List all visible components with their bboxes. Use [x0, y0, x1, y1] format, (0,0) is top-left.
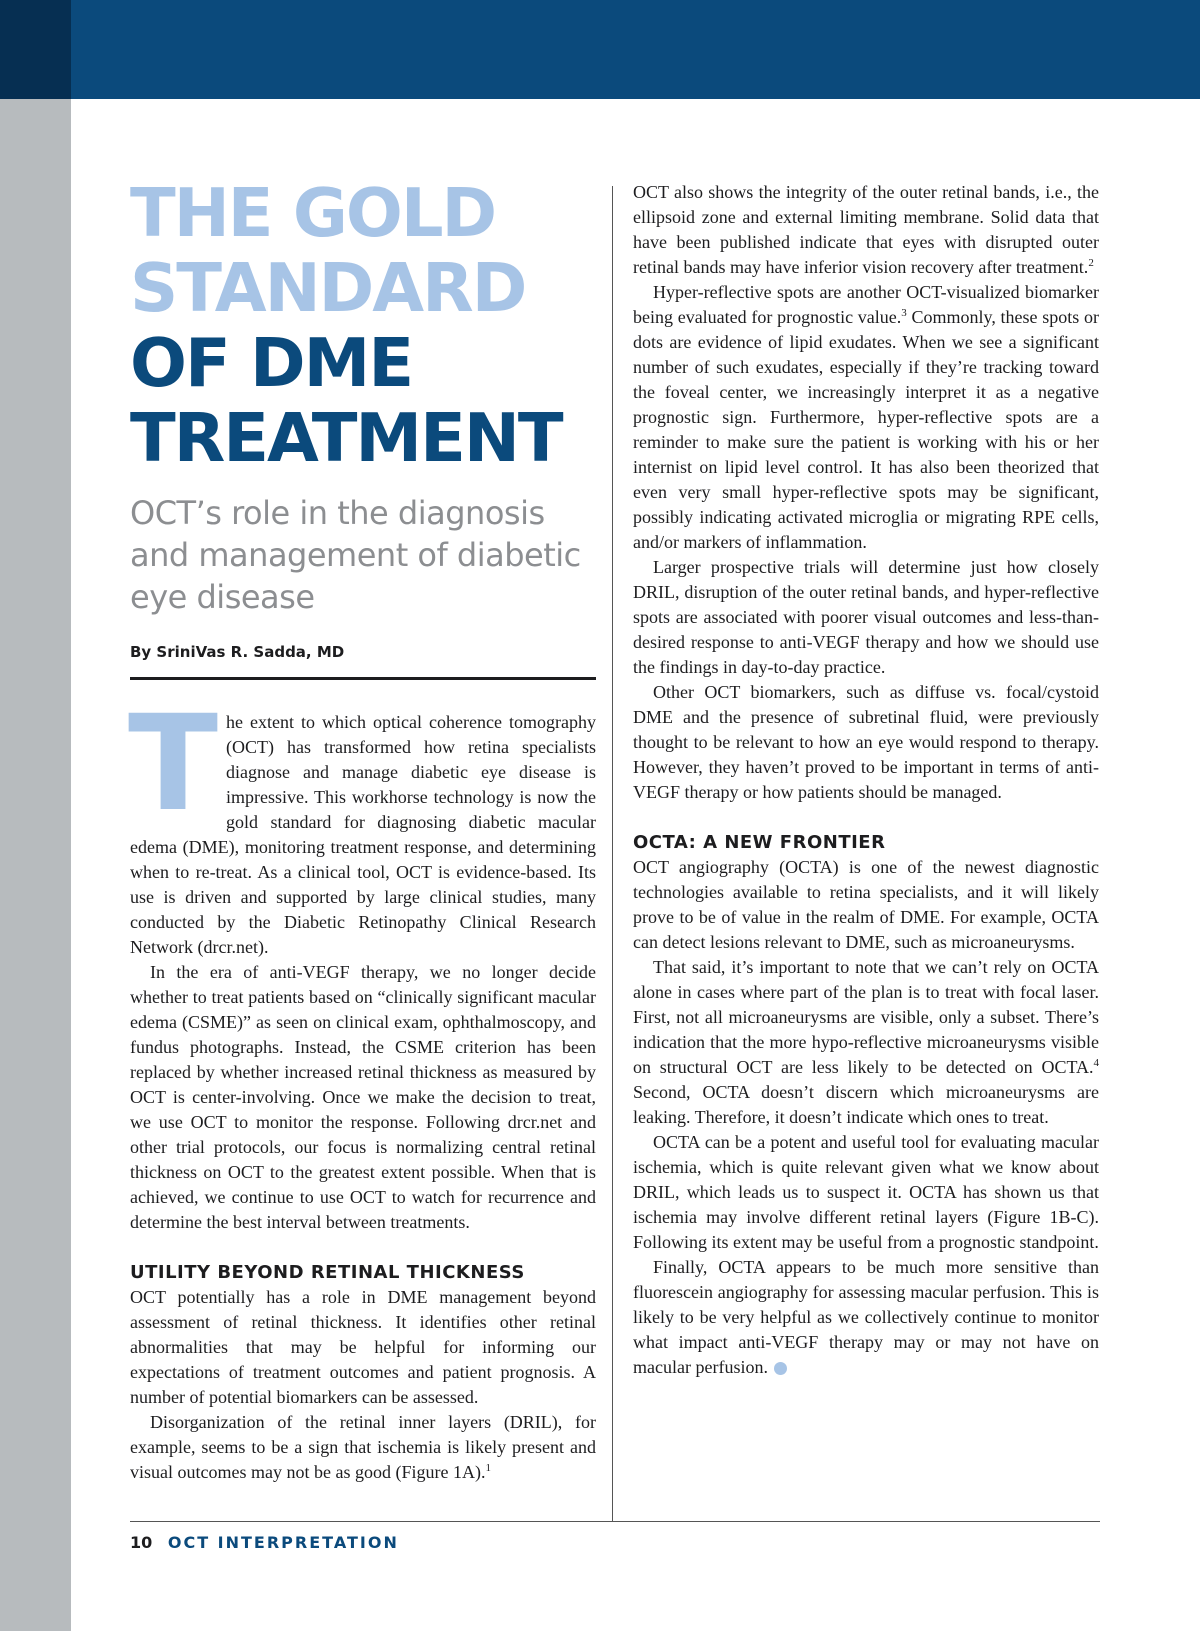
article-subtitle: [130, 492, 596, 618]
paragraph-other-biomarkers: Other OCT biomarkers, such as diffuse vs. focal/cystoid DME and the presence of subretinal fluid, were previously thought to be relevant to how an eye would respond to therapy. However, they haven’t proved to be important in terms of anti-VEGF therapy or how patients should be managed.: [633, 682, 1099, 802]
left-column: [130, 176, 596, 1485]
section-heading-utility: UTILITY BEYOND RETINAL THICKNESS: [130, 1262, 525, 1283]
subtitle-line-2: and management of diabetic: [130, 536, 581, 574]
octa-limits-text-b: Second, OCTA doesn’t discern which microaneurysms are leaking. Therefore, it doesn’t indicate which ones to treat.: [633, 1082, 1099, 1127]
paragraph-hyper-reflective: [633, 280, 1099, 555]
paragraph-octa-intro: OCT angiography (OCTA) is one of the newest diagnostic technologies available to retina specialists, and it will likely prove to be of value in the realm of DME. For example, OCTA can detect lesions relevant to DME, such as microaneurysms.: [633, 857, 1099, 952]
right-column: [633, 180, 1099, 1380]
hyper-reflective-text-a: Hyper-reflective spots are another OCT-visualized biomarker being evaluated for prognostic value.: [633, 282, 1099, 327]
paragraph-dril: [130, 1410, 596, 1485]
reference-1: 1: [485, 1462, 491, 1474]
subtitle-line-3: eye disease: [130, 578, 315, 616]
byline: By SriniVas R. Sadda, MD: [130, 643, 345, 661]
drop-cap: T: [128, 687, 219, 841]
section-utility-body: [130, 1285, 596, 1485]
footer-section-label: OCT INTERPRETATION: [167, 1533, 399, 1552]
intro-body: [128, 687, 596, 1235]
hyper-reflective-text-b: Commonly, these spots or dots are evidence of lipid exudates. When we see a significant number of such exudates, especially if they’re tracking toward the foveal center, we increasingly interpret it as a negative prognostic sign. Furthermore, hyper-reflective spots are a reminder to make sure the patient is working with his or her internist on lipid level control. It has also been theorized that even very small hyper-reflective spots may be significant, possibly indicating activated microglia or migrating RPE cells, and/or markers of inflammation.: [633, 307, 1099, 552]
reference-4: 4: [1093, 1057, 1099, 1069]
macular-perfusion-text: Finally, OCTA appears to be much more sensitive than fluorescein angiography for assessing macular perfusion. This is likely to be very helpful as we collectively continue to monitor what impact anti-VEGF therapy may or may not have on macular perfusion.: [633, 1257, 1099, 1377]
right-column-body: [633, 180, 1099, 805]
subtitle-line-1: OCT’s role in the diagnosis: [130, 494, 545, 532]
footer-rule: [130, 1521, 1100, 1522]
paragraph-outer-bands: [633, 180, 1099, 280]
paragraph-anti-vegf-era: In the era of anti-VEGF therapy, we no longer decide whether to treat patients based on “clinically significant macular edema (CSME)” as seen on clinical exam, ophthalmoscopy, and fundus photographs. Instead, the CSME criterion has been replaced by whether increased retinal thickness as measured by OCT is center-involving. Once we make the decision to treat, we use OCT to monitor the response. Following drcr.net and other trial protocols, our focus is normalizing central retinal thickness on OCT to the greatest extent possible. When that is achieved, we continue to use OCT to watch for recurrence and determine the best interval between treatments.: [130, 962, 596, 1232]
intro-paragraph: [128, 687, 596, 960]
paragraph-macular-ischemia: OCTA can be a potent and useful tool for evaluating macular ischemia, which is quite relevant given what we know about DRIL, which leads us to suspect it. OCTA has shown us that ischemia may involve different retinal layers (Figure 1B-C). Following its extent may be useful from a prognostic standpoint.: [633, 1132, 1099, 1252]
paragraph-prospective-trials: Larger prospective trials will determine just how closely DRIL, disruption of the outer retinal bands, and hyper-reflective spots are associated with poorer visual outcomes and less-than-desired response to anti-VEGF therapy and how we should use the findings in day-to-day practice.: [633, 557, 1099, 677]
paragraph-macular-perfusion: [633, 1255, 1099, 1380]
column-divider: [612, 186, 613, 1521]
reference-3: 3: [901, 307, 907, 319]
header-corner: [0, 0, 71, 99]
paragraph-octa-limits: [633, 955, 1099, 1130]
title-line-4: TREATMENT: [130, 399, 562, 477]
reference-2: 2: [1088, 257, 1094, 269]
header-band: [0, 0, 1200, 99]
title-line-1: THE GOLD: [130, 174, 496, 252]
paragraph-biomarkers: OCT potentially has a role in DME management beyond assessment of retinal thickness. It identifies other retinal abnormalities that may be helpful for informing our expectations of treatment outcomes and patient prognosis. A number of potential biomarkers can be assessed.: [130, 1287, 596, 1407]
section-octa-body: [633, 855, 1099, 1380]
end-mark-icon: [774, 1362, 787, 1375]
intro-text: he extent to which optical coherence tomography (OCT) has transformed how retina specialists diagnose and manage diabetic eye disease is impressive. This workhorse technology is now the gold standard for diagnosing diabetic macular edema (DME), monitoring treatment response, and determining when to re-treat. As a clinical tool, OCT is evidence-based. Its use is driven and supported by large clinical studies, many conducted by the Diabetic Retinopathy Clinical Research Network (drcr.net).: [130, 712, 596, 957]
octa-limits-text-a: That said, it’s important to note that we can’t rely on OCTA alone in cases where part of the plan is to treat with focal laser. First, not all microaneurysms are visible, only a subset. There’s indication that the more hypo-reflective microaneurysms visible on structural OCT are less likely to be detected on OCTA.: [633, 957, 1099, 1077]
page-footer: [130, 1533, 399, 1553]
page-number: 10: [130, 1533, 153, 1552]
outer-bands-text: OCT also shows the integrity of the outer retinal bands, i.e., the ellipsoid zone and external limiting membrane. Solid data that have been published indicate that eyes with disrupted outer retinal bands may have inferior vision recovery after treatment.: [633, 182, 1099, 277]
article-title: [130, 176, 596, 476]
left-margin-bar: [0, 0, 71, 1631]
byline-rule: [130, 677, 596, 680]
section-heading-octa: OCTA: A NEW FRONTIER: [633, 832, 886, 853]
dril-text: Disorganization of the retinal inner layers (DRIL), for example, seems to be a sign that ischemia is likely present and visual outcomes may not be as good (Figure 1A).: [130, 1412, 596, 1482]
title-line-2: STANDARD: [130, 249, 526, 327]
title-line-3: OF DME: [130, 324, 413, 402]
